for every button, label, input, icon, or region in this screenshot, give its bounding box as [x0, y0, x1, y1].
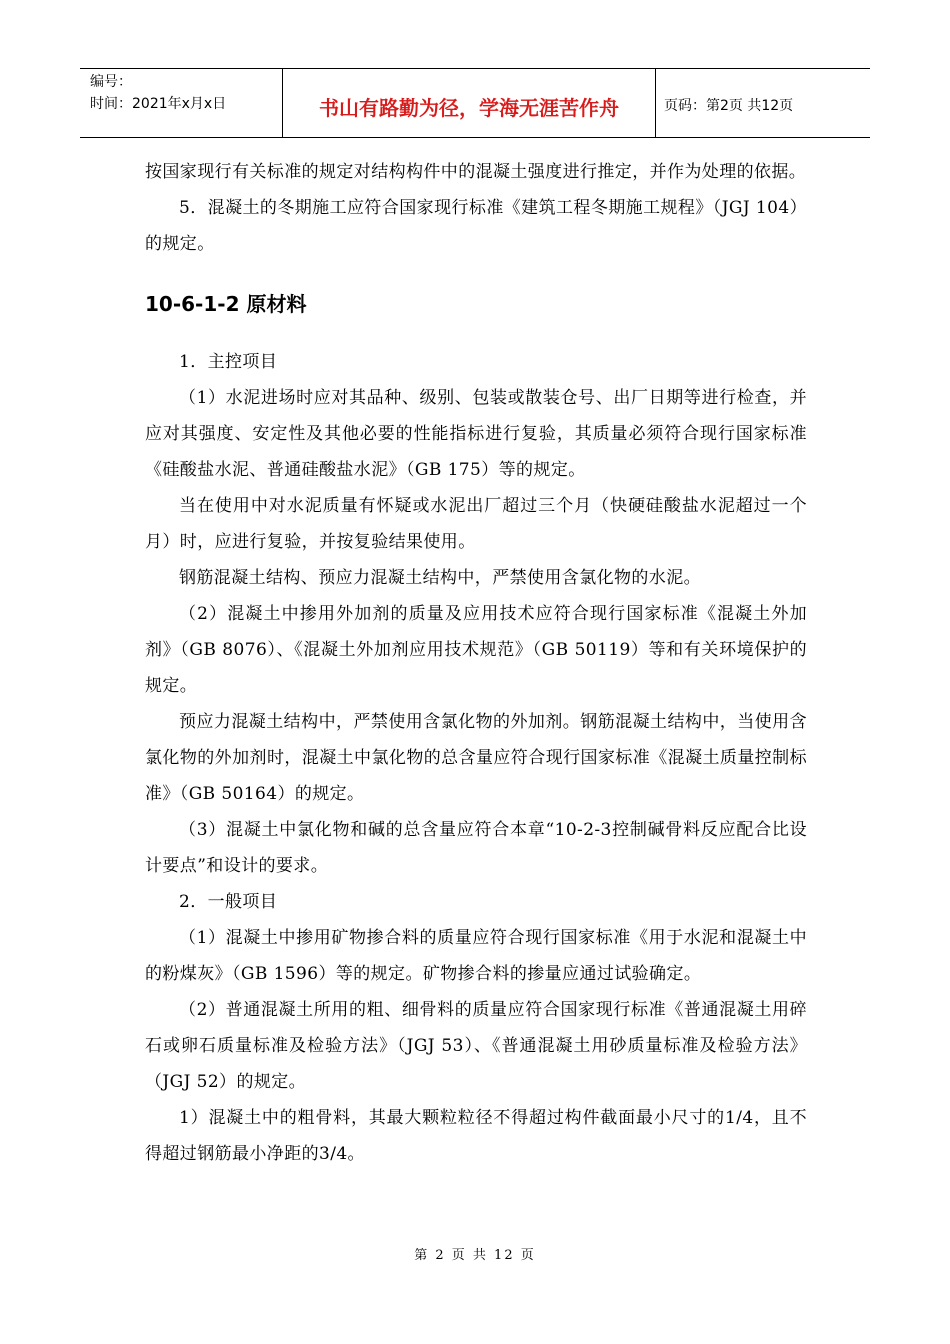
- number-label: 编号：: [90, 74, 132, 90]
- paragraph: 当在使用中对水泥质量有怀疑或水泥出厂超过三个月（快硬硅酸盐水泥超过一个月）时，应进行复验，并按复验结果使用。: [145, 496, 807, 552]
- paragraph: 1．主控项目: [179, 352, 278, 372]
- paragraph: （1）水泥进场时应对其品种、级别、包装或散装仓号、出厂日期等进行检查，并应对其强度、安定性及其他必要的性能指标进行复验，其质量必须符合现行国家标准《硅酸盐水泥、普通硅酸盐水泥》（GB 175）等的规定。: [145, 388, 807, 480]
- paragraph: 钢筋混凝土结构、预应力混凝土结构中，严禁使用含氯化物的水泥。: [179, 568, 701, 588]
- document-body: [145, 154, 807, 1172]
- section-heading: 10-6-1-2 原材料: [145, 292, 307, 316]
- paragraph: （1）混凝土中掺用矿物掺合料的质量应符合现行国家标准《用于水泥和混凝土中的粉煤灰》（GB 1596）等的规定。矿物掺合料的掺量应通过试验确定。: [145, 928, 807, 984]
- header-motto: 书山有路勤为径，学海无涯苦作舟: [283, 69, 656, 137]
- paragraph: 1）混凝土中的粗骨料，其最大颗粒粒径不得超过构件截面最小尺寸的1/4，且不得超过钢筋最小净距的3/4。: [145, 1108, 807, 1164]
- header-page-number: 页码：第2页 共12页: [664, 98, 794, 114]
- paragraph: （2）普通混凝土所用的粗、细骨料的质量应符合国家现行标准《普通混凝土用碎石或卵石质量标准及检验方法》（JGJ 53）、《普通混凝土用砂质量标准及检验方法》（JGJ 52）的规定。: [145, 1000, 807, 1092]
- page-header: [80, 68, 870, 138]
- paragraph: 预应力混凝土结构中，严禁使用含氯化物的外加剂。钢筋混凝土结构中，当使用含氯化物的外加剂时，混凝土中氯化物的总含量应符合现行国家标准《混凝土质量控制标准》（GB 50164）的规定。: [145, 712, 807, 804]
- date-label: 时间：2021年x月x日: [90, 96, 227, 112]
- paragraph: 5．混凝土的冬期施工应符合国家现行标准《建筑工程冬期施工规程》（JGJ 104）的规定。: [145, 198, 807, 254]
- paragraph: （3）混凝土中氯化物和碱的总含量应符合本章“10-2-3控制碱骨料反应配合比设计要点”和设计的要求。: [145, 820, 807, 876]
- page-footer: 第 2 页 共 12 页: [414, 1248, 536, 1263]
- paragraph: 2．一般项目: [179, 892, 278, 912]
- header-meta: [80, 69, 283, 137]
- paragraph: （2）混凝土中掺用外加剂的质量及应用技术应符合现行国家标准《混凝土外加剂》（GB 8076）、《混凝土外加剂应用技术规范》（GB 50119）等和有关环境保护的规定。: [145, 604, 807, 696]
- paragraph: 按国家现行有关标准的规定对结构构件中的混凝土强度进行推定，并作为处理的依据。: [145, 162, 807, 182]
